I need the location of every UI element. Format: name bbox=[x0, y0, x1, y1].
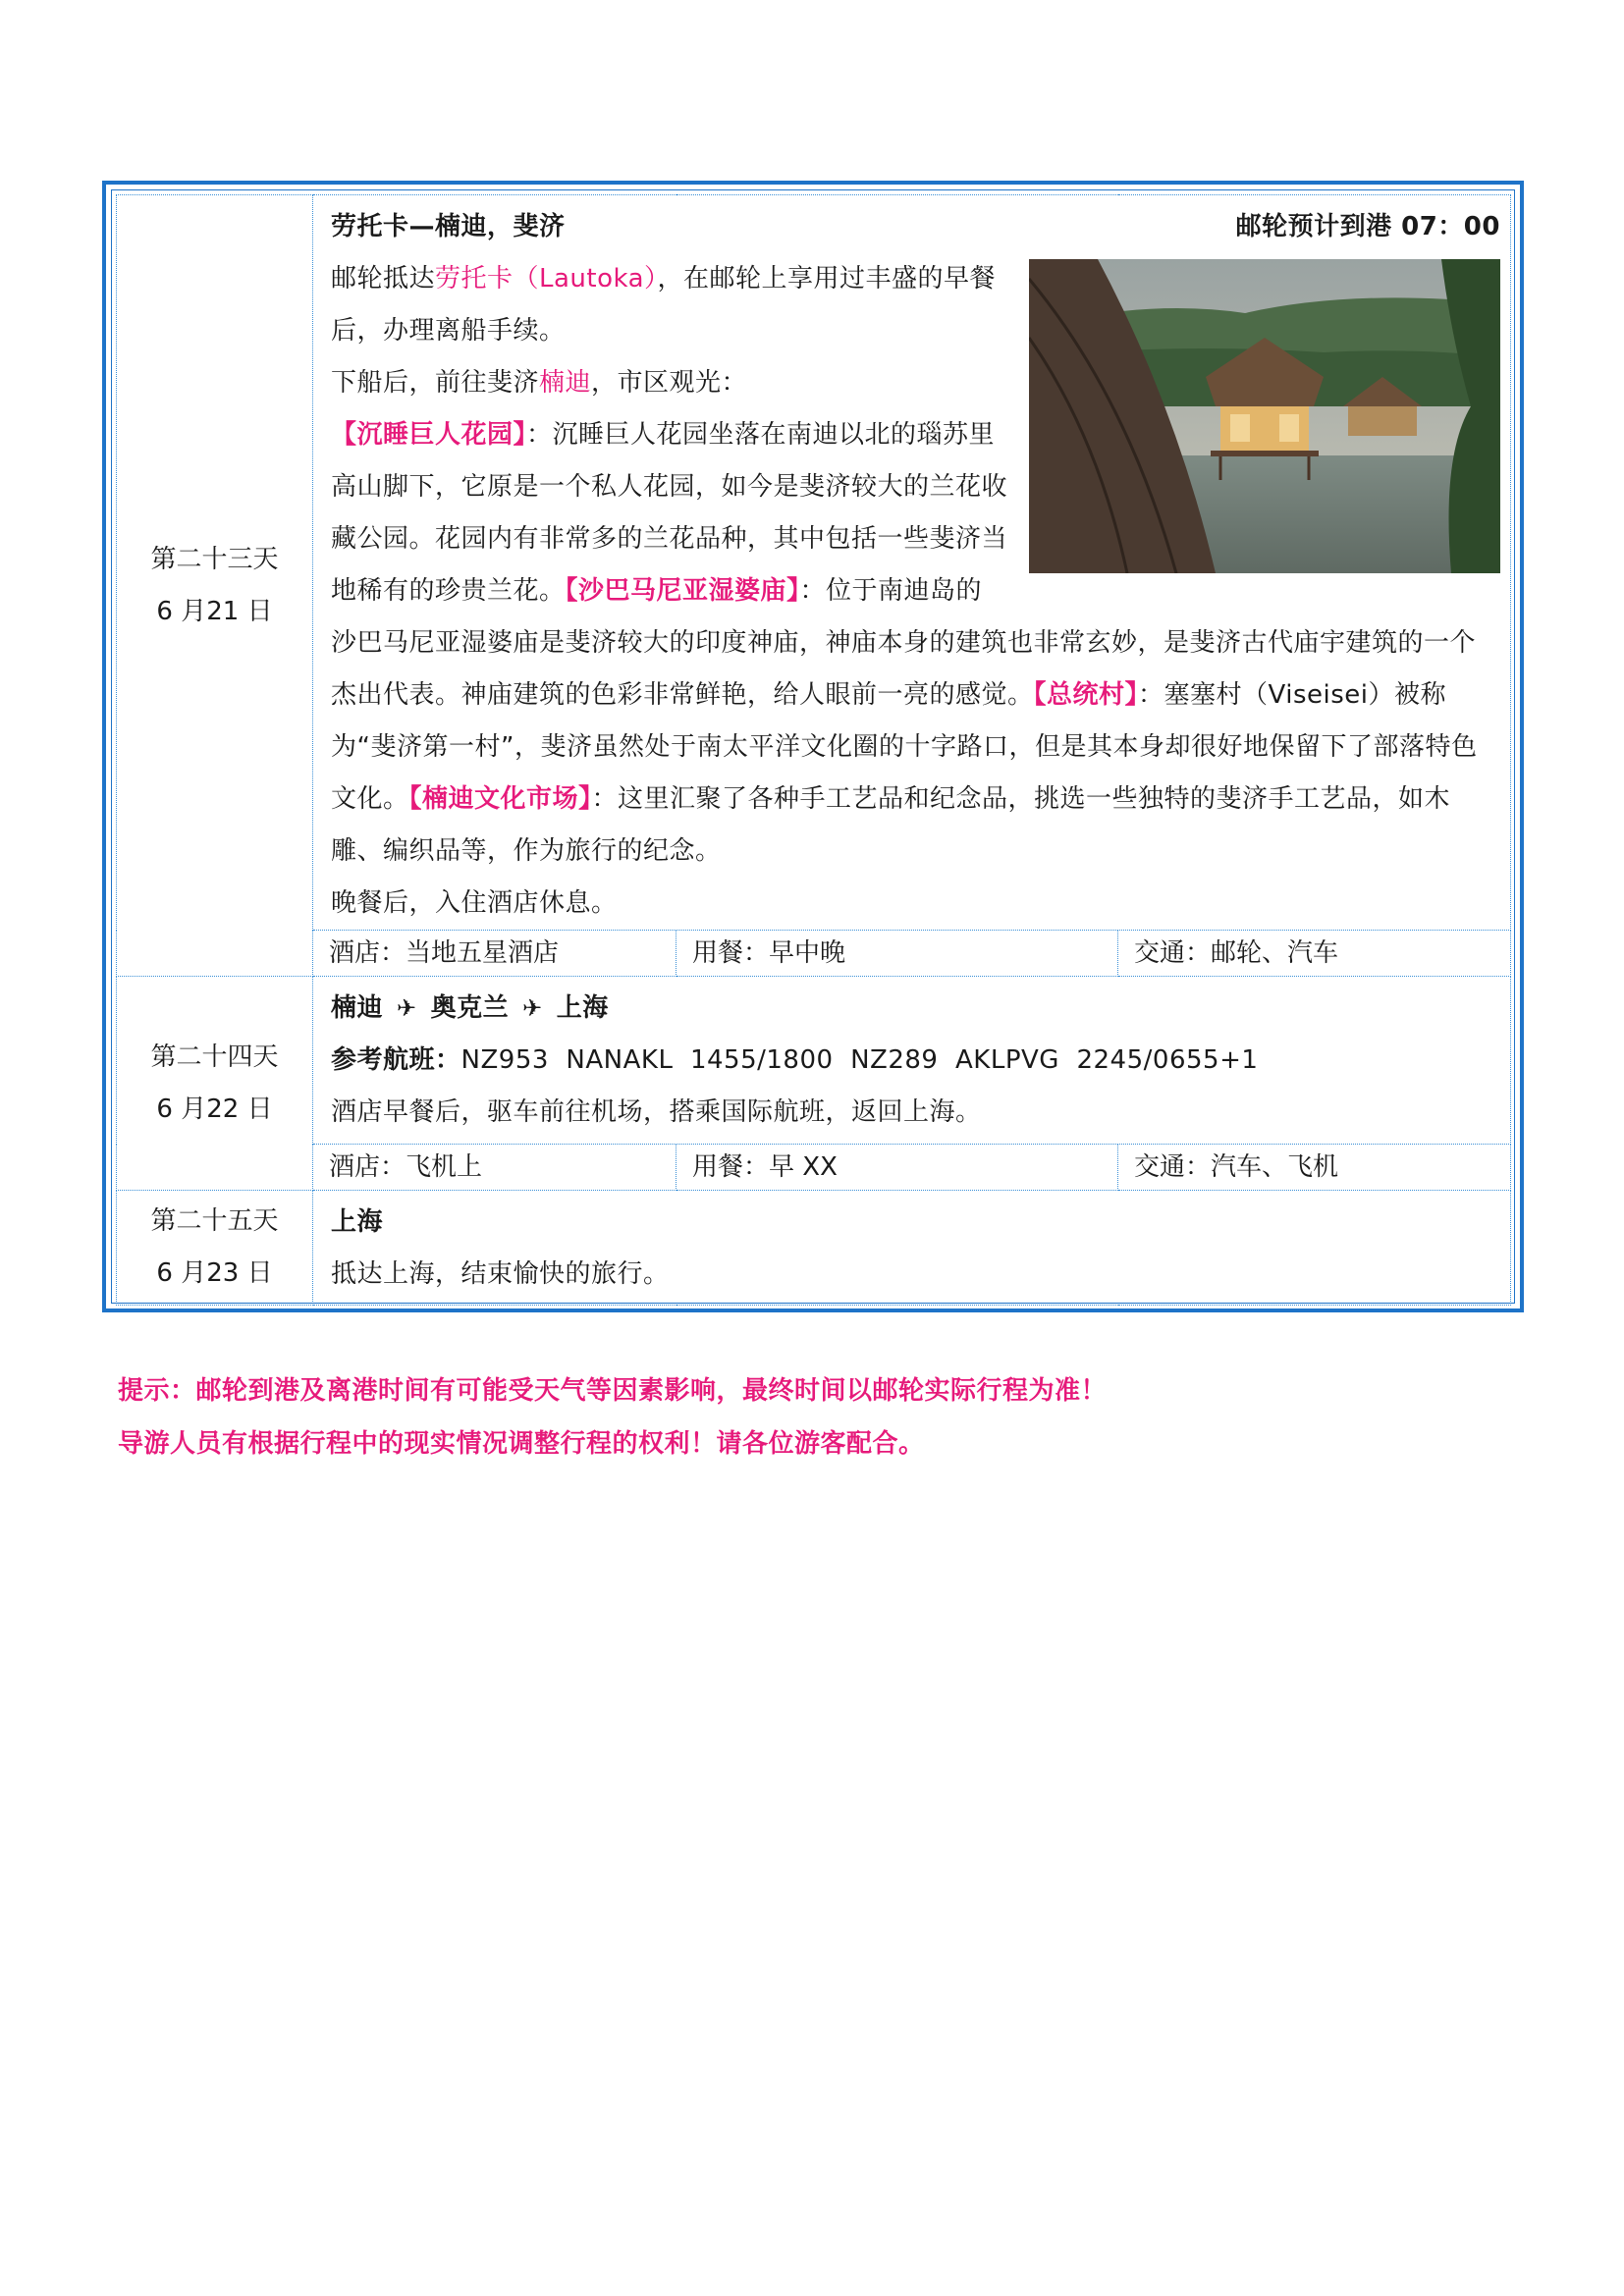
day23-headline bbox=[331, 201, 1500, 253]
day23-content bbox=[313, 195, 1511, 931]
highlight-garden: 【沉睡巨人花园】 bbox=[331, 420, 527, 450]
arrival-time: 邮轮预计到港 07：00 bbox=[1235, 212, 1500, 241]
text-segment: ，在邮轮上享用过丰盛的早餐后，办理离船手续。 bbox=[331, 264, 997, 346]
hotel-cell: 酒店：当地五星酒店 bbox=[313, 931, 677, 977]
day23-row bbox=[117, 195, 1511, 931]
flight-label: 参考航班： bbox=[331, 1045, 461, 1075]
meals-cell: 用餐：早中晚 bbox=[677, 931, 1118, 977]
day24-day-cell bbox=[117, 977, 313, 1191]
highlight-lautoka: 劳托卡（Lautoka） bbox=[435, 264, 658, 294]
flight-line bbox=[331, 1035, 1500, 1087]
day25-route: 上海 bbox=[331, 1207, 384, 1237]
day24-content bbox=[313, 977, 1511, 1145]
highlight-village: 【总统村】 bbox=[1033, 680, 1139, 710]
resort-photo bbox=[1029, 259, 1500, 573]
notice-line-2: 导游人员有根据行程中的现实情况调整行程的权利！请各位游客配合。 bbox=[118, 1429, 925, 1459]
day23-day-cell bbox=[117, 195, 313, 977]
date-label: 6 月22 日 bbox=[156, 1094, 273, 1124]
itinerary-table bbox=[116, 194, 1511, 1306]
day-label: 第二十四天 bbox=[150, 1041, 279, 1072]
date-label: 6 月23 日 bbox=[156, 1258, 273, 1288]
text-segment: ，市区观光： bbox=[591, 368, 748, 398]
date-label: 6 月21 日 bbox=[156, 596, 273, 626]
day24-row bbox=[117, 977, 1511, 1145]
plane-icon: ✈ bbox=[522, 994, 543, 1022]
text-segment: ：位于南迪岛的沙巴马尼亚湿婆庙是斐济较大的印度神庙，神庙本身的建筑也非常玄妙，是斐济古代庙宇建筑的一个杰出代表。神庙建筑的色彩非常鲜艳，给人眼前一亮的感觉。 bbox=[331, 576, 1477, 710]
highlight-market: 【楠迪文化市场】 bbox=[408, 784, 592, 814]
text-segment: ：塞塞村（Viseisei）被称为“斐济第一村”，斐济虽然处于南太平洋文化圈的十字路口，但是其本身却很好地保留下了部落特色文化。 bbox=[331, 680, 1478, 814]
day24-route bbox=[331, 983, 1500, 1035]
day23-info-row bbox=[117, 931, 1511, 977]
hotel-cell: 酒店：飞机上 bbox=[313, 1145, 677, 1191]
route-from: 楠迪 bbox=[331, 993, 384, 1023]
transport-cell: 交通：汽车、飞机 bbox=[1118, 1145, 1511, 1191]
route-title: 劳托卡—楠迪，斐济 bbox=[331, 212, 566, 241]
route-mid: 奥克兰 bbox=[430, 993, 510, 1023]
notice-line-1: 提示：邮轮到港及离港时间有可能受天气等因素影响，最终时间以邮轮实际行程为准！ bbox=[118, 1376, 1108, 1406]
day25-desc: 抵达上海，结束愉快的旅行。 bbox=[331, 1259, 670, 1289]
text-segment: ：沉睡巨人花园坐落在南迪以北的瑙苏里高山脚下，它原是一个私人花园，如今是斐济较大的兰花收藏公园。花园内有非常多的兰花品种，其中包括一些斐济当地稀有的珍贵兰花。 bbox=[331, 420, 1008, 606]
highlight-nadi: 楠迪 bbox=[539, 368, 592, 398]
meals-cell: 用餐：早 XX bbox=[677, 1145, 1118, 1191]
day25-day-cell bbox=[117, 1191, 313, 1306]
itinerary-frame bbox=[102, 181, 1524, 1312]
day23-paragraph-4: 晚餐后，入住酒店休息。 bbox=[331, 888, 618, 918]
day-label: 第二十三天 bbox=[150, 544, 279, 574]
text-segment: 下船后，前往斐济 bbox=[331, 368, 540, 398]
day25-row bbox=[117, 1191, 1511, 1306]
highlight-temple: 【沙巴马尼亚湿婆庙】 bbox=[565, 576, 800, 606]
route-to: 上海 bbox=[556, 993, 609, 1023]
resort-photo-image bbox=[1029, 259, 1500, 573]
text-segment: 邮轮抵达 bbox=[331, 264, 436, 294]
day25-content bbox=[313, 1191, 1511, 1306]
flight-info: NZ953 NANAKL 1455/1800 NZ289 AKLPVG 2245/0655+1 bbox=[460, 1045, 1259, 1075]
day24-info-row bbox=[117, 1145, 1511, 1191]
day24-desc: 酒店早餐后，驱车前往机场，搭乘国际航班，返回上海。 bbox=[331, 1097, 982, 1127]
plane-icon: ✈ bbox=[397, 994, 417, 1022]
transport-cell: 交通：邮轮、汽车 bbox=[1118, 931, 1511, 977]
day-label: 第二十五天 bbox=[150, 1206, 279, 1236]
text-segment: ：这里汇聚了各种手工艺品和纪念品，挑选一些独特的斐济手工艺品，如木雕、编织品等，作为旅行的纪念。 bbox=[331, 784, 1451, 866]
notice bbox=[118, 1364, 1107, 1470]
